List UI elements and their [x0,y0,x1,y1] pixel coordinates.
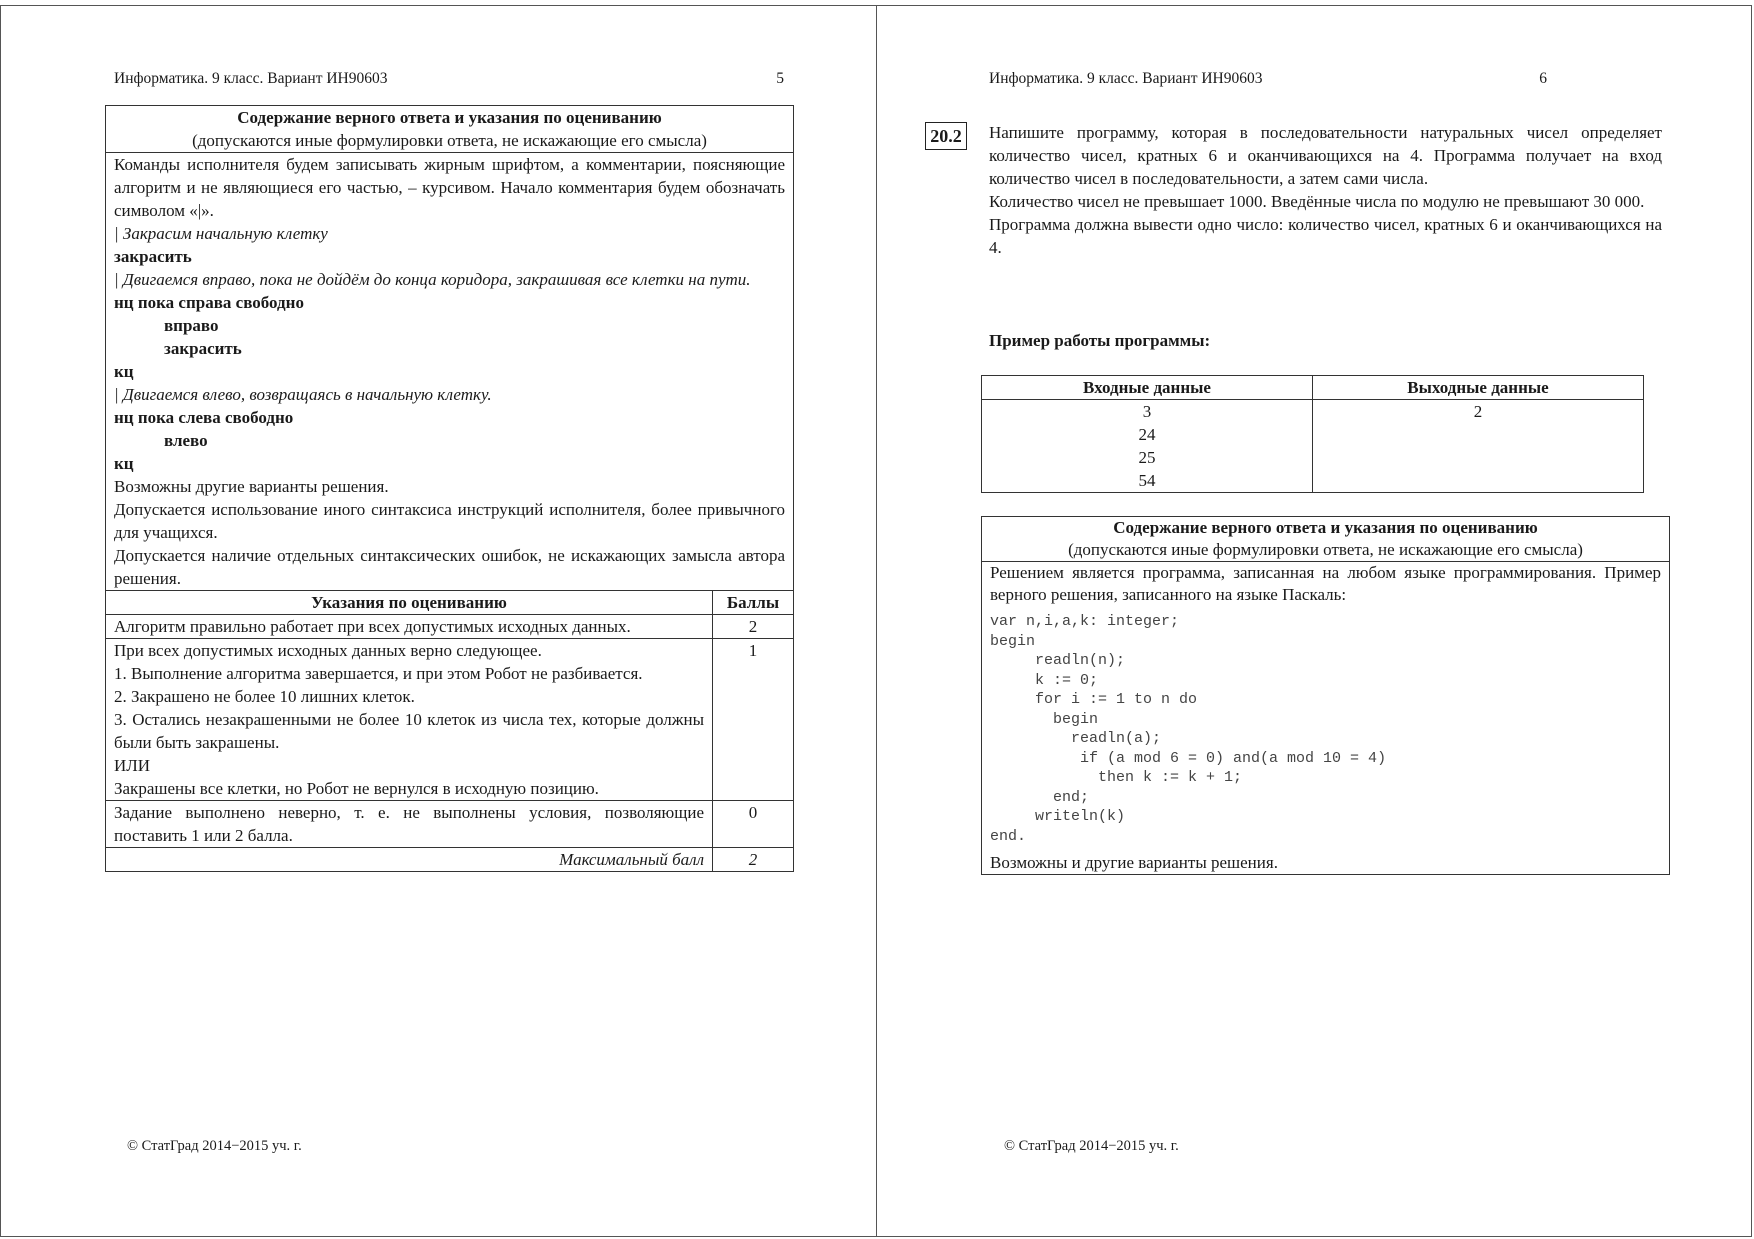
command-line: кц [114,454,134,473]
comment-line: | Закрасим начальную клетку [114,224,328,243]
left-page [0,0,876,1239]
max-score-value: 2 [713,848,794,872]
table-header [106,106,794,153]
criterion-or: ИЛИ [114,756,151,775]
page-number: 5 [776,70,784,87]
answer-body [982,562,1670,875]
answer-table-right [981,516,1670,875]
answer-header-note: (допускаются иные формулировки ответа, не искажающие его смысла) [1068,540,1583,559]
left-footer: © СтатГрад 2014−2015 уч. г. [127,1138,302,1154]
points-header: Баллы [713,591,794,615]
header-title: Информатика. 9 класс. Вариант ИН90603 [114,70,388,87]
note-line: Возможны другие варианты решения. [114,477,389,496]
criterion-alt: Закрашены все клетки, но Робот не вернулся в исходную позицию. [114,779,599,798]
command-line: влево [164,431,208,450]
task-number: 20.2 [925,122,967,150]
solution-cell [106,153,794,591]
answer-header-title: Содержание верного ответа и указания по оцениванию [1113,518,1538,537]
intro-text: Команды исполнителя будем записывать жирным шрифтом, а комментарии, поясняющие алгоритм и не являющиеся его частью, – курсивом. Начало комментария будем обозначать символом «|». [114,155,785,220]
input-line: 24 [1138,425,1156,444]
left-page-header [114,70,784,88]
note-line: Допускается использование иного синтаксиса инструкций исполнителя, более привычного для учащихся. [114,500,785,542]
max-score-label: Максимальный балл [106,848,713,872]
criterion-item: 1. Выполнение алгоритма завершается, и при этом Робот не разбивается. [114,664,643,683]
right-footer: © СтатГрад 2014−2015 уч. г. [1004,1138,1179,1154]
header-title: Информатика. 9 класс. Вариант ИН90603 [989,70,1263,87]
command-line: кц [114,362,134,381]
criterion-cell [106,639,713,801]
criterion-cell: Задание выполнено неверно, т. е. не выполнены условия, позволяющие поставить 1 или 2 балла. [106,801,713,848]
command-line: вправо [164,316,219,335]
page-number: 6 [1539,70,1547,87]
answer-outro: Возможны и другие варианты решения. [990,853,1278,872]
task-statement [989,121,1662,259]
input-line: 25 [1138,448,1156,467]
io-output-cell: 2 [1313,400,1644,493]
comment-line: | Двигаемся влево, возвращаясь в начальную клетку. [114,385,492,404]
io-header-output: Выходные данные [1313,376,1644,400]
input-line: 54 [1138,471,1156,490]
answer-table [105,105,794,872]
criterion-cell: Алгоритм правильно работает при всех допустимых исходных данных. [106,615,713,639]
criterion-item: 3. Остались незакрашенными не более 10 клеток из числа тех, которые должны были быть закрашены. [114,710,704,752]
grading-header: Указания по оцениванию [106,591,713,615]
criterion-item: 2. Закрашено не более 10 лишних клеток. [114,687,415,706]
answer-header [982,517,1670,562]
task-paragraph: Напишите программу, которая в последовательности натуральных чисел определяет количество чисел, кратных 6 и оканчивающихся на 4. Программа получает на вход количество чисел в последовательности, а затем сами числа. [989,123,1662,188]
answer-intro: Решением является программа, записанная на любом языке программирования. Пример верного решения, записанного на языке Паскаль: [990,563,1661,604]
points-cell: 0 [713,801,794,848]
points-cell: 2 [713,615,794,639]
command-line: нц пока слева свободно [114,408,294,427]
table-header-note: (допускаются иные формулировки ответа, не искажающие его смысла) [192,131,707,150]
pascal-code: var n,i,a,k: integer; begin readln(n); k := 0; for i := 1 to n do begin readln(a); if (a mod 6 = 0) and(a mod 10 = 4) then k := k + 1; end; writeln(k) end. [990,613,1387,845]
command-line: закрасить [164,339,242,358]
io-input-cell [982,400,1313,493]
example-title: Пример работы программы: [989,331,1211,350]
task-paragraph: Количество чисел не превышает 1000. Введённые числа по модулю не превышают 30 000. [989,192,1645,211]
table-header-title: Содержание верного ответа и указания по оцениванию [237,108,662,127]
points-cell: 1 [713,639,794,801]
criterion-intro: При всех допустимых исходных данных верно следующее. [114,641,542,660]
right-page-header [989,70,1547,88]
io-header-input: Входные данные [982,376,1313,400]
comment-line: | Двигаемся вправо, пока не дойдём до конца коридора, закрашивая все клетки на пути. [114,270,751,289]
input-line: 3 [1142,402,1152,421]
task-paragraph: Программа должна вывести одно число: количество чисел, кратных 6 и оканчивающихся на 4. [989,215,1662,257]
io-table [981,375,1644,493]
note-line: Допускается наличие отдельных синтаксических ошибок, не искажающих замысла автора решения. [114,546,785,588]
command-line: закрасить [114,247,192,266]
command-line: нц пока справа свободно [114,293,304,312]
